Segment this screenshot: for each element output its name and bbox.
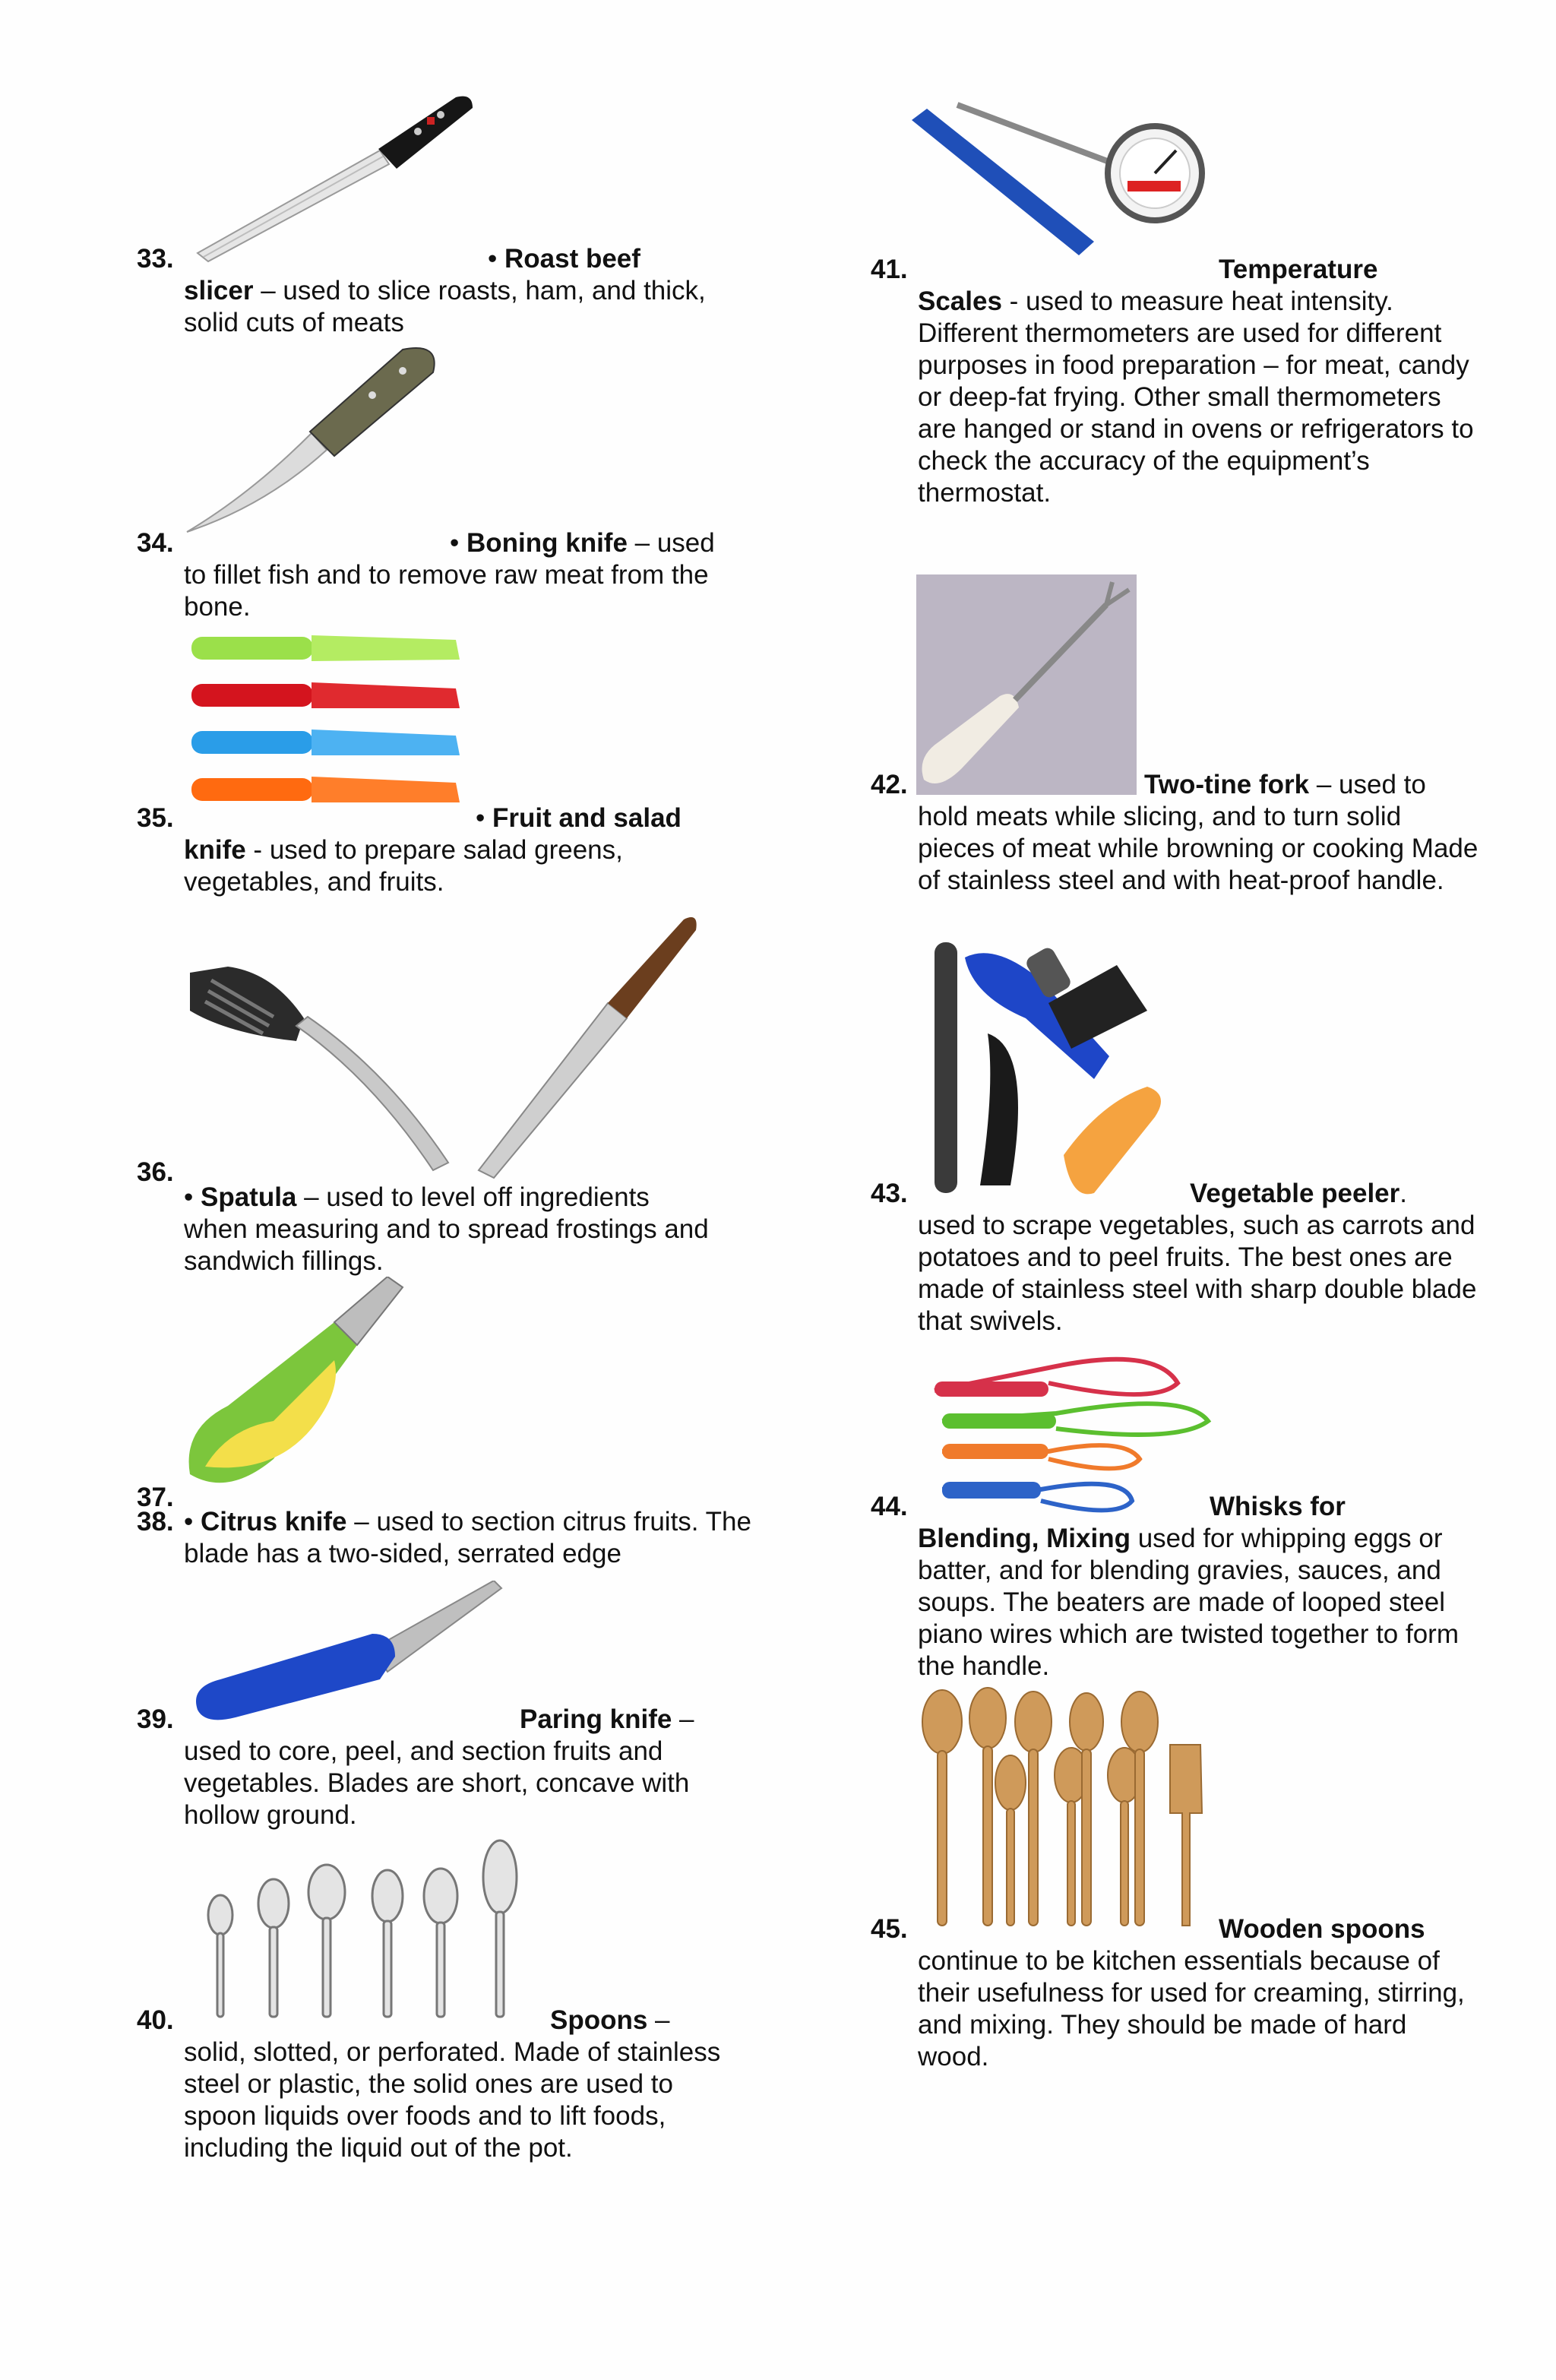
item-number: 38. [137, 1507, 174, 1537]
item-title: Whisks for [1210, 1492, 1346, 1521]
item-title: Temperature [1219, 255, 1378, 284]
roast-beef-slicer-image [190, 90, 479, 264]
boning-knife-image [182, 342, 456, 540]
item-description: • Spatula – used to level off ingredients when measuring and to spread frostings and sandwich fillings. [184, 1182, 709, 1276]
item-title-cont: slicer [184, 276, 254, 305]
item-number: 36. [137, 1157, 174, 1187]
two-tine-fork-image [916, 574, 1137, 795]
item-description: Two-tine fork – used to hold meats while slicing, and to turn solid pieces of meat while browning or cooking Made of stainless steel and with heat-proof handle. [918, 770, 1479, 895]
avocado-tool-image [182, 1277, 425, 1505]
item-number: 41. [871, 255, 908, 284]
item-description: Spoons – solid, slotted, or perforated. Made of stainless steel or plastic, the solid ones are used to spoon liquids over foods and to lift foods, including the liquid out of the pot. [184, 2005, 721, 2163]
item-title: Vegetable peeler [1190, 1179, 1400, 1208]
item-number: 35. [137, 803, 174, 833]
item-number: 43. [871, 1179, 908, 1208]
item-title-cont: knife [184, 835, 246, 865]
item-description: • Fruit and salad knife - used to prepare salad greens, vegetables, and fruits. [184, 803, 682, 897]
wooden-spoons-image [919, 1684, 1216, 1935]
item-title-cont: Scales [918, 286, 1002, 316]
item-description: • Boning knife – used to fillet fish and to remove raw meat from the bone. [184, 528, 715, 622]
item-title: Two-tine fork [1144, 770, 1310, 799]
item-title-cont: Blending, Mixing [918, 1524, 1131, 1553]
item-number: 42. [871, 770, 908, 799]
item-title: Spatula [200, 1182, 297, 1212]
spatulas-image [182, 912, 714, 1185]
item-title: Fruit and salad [492, 803, 682, 833]
item-number: 44. [871, 1492, 908, 1521]
spoons-image [198, 1831, 532, 2029]
item-title: Wooden spoons [1219, 1914, 1425, 1944]
item-description: Wooden spoons continue to be kitchen essentials because of their usefulness for used for creaming, stirring, and mixing. They should be made of hard wood. [918, 1914, 1465, 2071]
item-number: 37. [137, 1483, 174, 1512]
item-description: Temperature Scales - used to measure heat intensity. Different thermometers are used for different purposes in food preparation – for meat, candy or deep-fat frying. Other small thermometers are hanged or stand in ovens or refrigerators to check the accuracy of the equipment’s thermostat. [918, 255, 1474, 508]
item-number: 33. [137, 244, 174, 274]
item-title: Spoons [550, 2005, 648, 2035]
item-description: • Roast beef slicer – used to slice roasts, ham, and thick, solid cuts of meats [184, 244, 706, 337]
thermometer-image [912, 90, 1216, 264]
item-number: 34. [137, 528, 174, 558]
item-description: Vegetable peeler. used to scrape vegetables, such as carrots and potatoes and to peel fruits. The best ones are made of stainless steel with sharp double blade that swivels. [918, 1179, 1477, 1336]
item-description: Paring knife – used to core, peel, and section fruits and vegetables. Blades are short, concave with hollow ground. [184, 1704, 694, 1830]
item-title: Paring knife [520, 1704, 672, 1734]
item-title: Citrus knife [200, 1507, 347, 1537]
item-title: Boning knife [466, 528, 628, 558]
item-number: 40. [137, 2005, 174, 2035]
item-description: Whisks for Blending, Mixing used for whipping eggs or batter, and for blending gravies, sauces, and soups. The beaters are made of looped steel piano wires which are twisted together to form the handle. [918, 1492, 1459, 1681]
peelers-image [919, 935, 1193, 1208]
item-number: 39. [137, 1704, 174, 1734]
item-description: • Citrus knife – used to section citrus fruits. The blade has a two-sided, serrated edge [184, 1507, 751, 1568]
item-title: Roast beef [504, 244, 640, 274]
item-number: 45. [871, 1914, 908, 1944]
